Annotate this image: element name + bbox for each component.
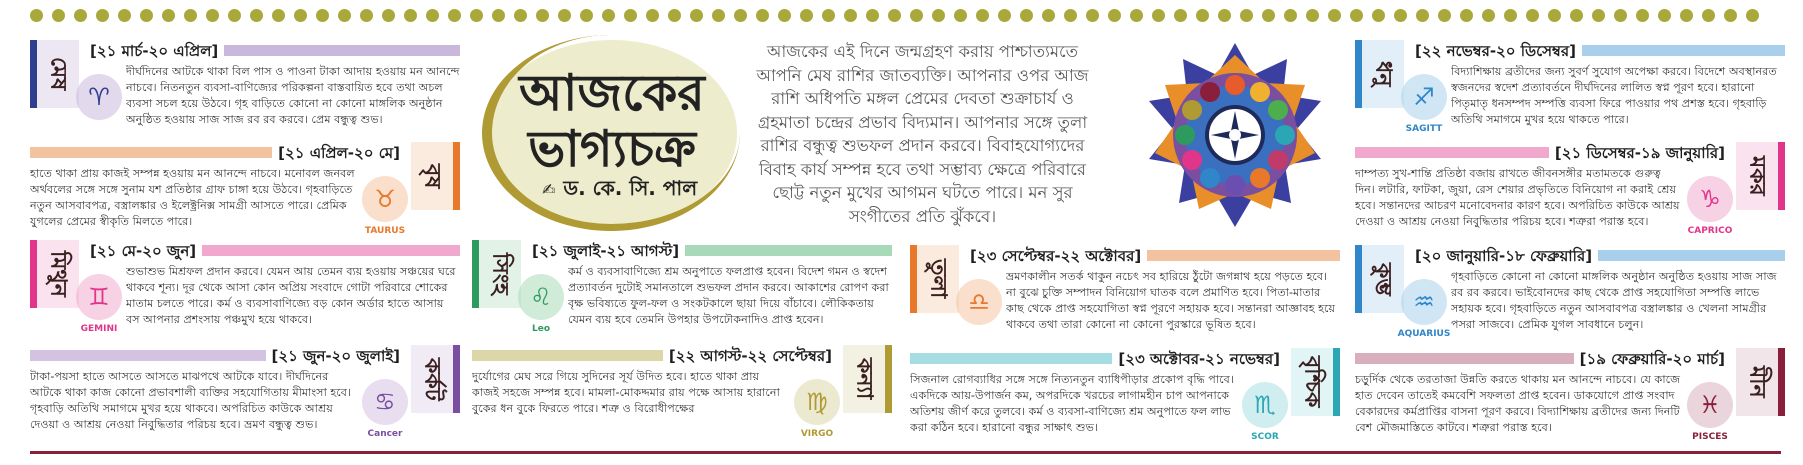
emblem-label: AQUARIUS	[1397, 329, 1451, 339]
scorpion-icon: ♏ SCOR	[1242, 382, 1288, 428]
border-dot	[690, 9, 703, 22]
border-dot	[866, 9, 879, 22]
sign-name: কন্যা	[843, 345, 892, 413]
border-dot	[1306, 9, 1319, 22]
border-dot	[338, 9, 351, 22]
border-dot	[712, 9, 725, 22]
scales-icon: ♎	[956, 279, 1002, 325]
emblem-label: Leo	[531, 324, 551, 334]
emblem-label: VIRGO	[800, 429, 834, 439]
border-dot	[1658, 9, 1671, 22]
emblem-label: CAPRICO	[1687, 226, 1733, 236]
border-dot	[976, 9, 989, 22]
zodiac-wheel-icon	[1140, 40, 1330, 230]
bottom-rule	[30, 451, 1781, 454]
border-dot	[998, 9, 1011, 22]
sign-dates: [২২ নভেম্বর-২০ ডিসেম্বর]	[1409, 40, 1582, 65]
border-dot	[1592, 9, 1605, 22]
border-dot	[360, 9, 373, 22]
border-dot	[1284, 9, 1297, 22]
emblem-label: SAGITT	[1405, 124, 1443, 134]
twins-icon: ♊ GEMINI	[76, 274, 122, 320]
border-dot	[228, 9, 241, 22]
border-dot	[1702, 9, 1715, 22]
sign-dates: [২১ জুলাই-২১ আগস্ট]	[526, 240, 685, 265]
sign-name: কুম্ভ	[1355, 245, 1404, 313]
border-dot	[470, 9, 483, 22]
sign-karkat	[30, 345, 460, 445]
title-block	[487, 40, 737, 226]
forecast-text: দুর্যোগের মেঘ সরে গিয়ে সুদিনের সূর্য উদিত হবে। হাতে থাকা প্রায় কাজই সহজে সম্পন্ন হবে। মামলা-মোকদ্দমার রায় পক্ষে আসায় হারানো বুকের ধন বুকে ফিরতে পারে। শত্রু ও বিরোধীপক্ষের	[472, 370, 780, 415]
sign-dates: [২১ জুন-২০ জুলাই]	[266, 345, 407, 370]
sign-kumbha	[1355, 245, 1785, 345]
emblem-label: SCOR	[1251, 432, 1279, 442]
sign-dates: [২১ মার্চ-২০ এপ্রিল]	[84, 40, 224, 65]
sign-name: বৃষ	[411, 142, 460, 210]
sign-name: মিথুন	[30, 240, 79, 308]
forecast-text: গৃহবাড়িতে কোনো না কোনো মাঙ্গলিক অনুষ্ঠান অনুষ্ঠিত হওয়ায় সাজ সাজ রব রব করবে। ভাইবোনদের কাছ থেকে প্রাপ্ত সহযোগিতা সম্পত্তি লাভে সহায়ক হবে। গৃহবাড়িতে নতুন আসবাবপত্র বস্ত্রালঙ্কার ও খেলনা সামগ্রীর পসরা সাজবে। প্রেমিক যুগল সাবধানে চলুন।	[1451, 270, 1777, 331]
fish-icon: ♓ PISCES	[1687, 382, 1733, 428]
border-dot	[1394, 9, 1407, 22]
border-dot	[404, 9, 417, 22]
sign-name: মেষ	[30, 40, 79, 108]
bull-icon: ♉ TAURUS	[362, 176, 408, 222]
border-dot	[558, 9, 571, 22]
border-dot	[756, 9, 769, 22]
forecast-text: হাতে থাকা প্রায় কাজই সম্পন্ন হওয়ায় মন আনন্দে নাচবে। মনোবল জনবল অর্থবলের সঙ্গে সঙ্গে সুনাম যশ প্রতিষ্ঠার গ্রাফ চাঙ্গা হয়ে উঠবে। গৃহবাড়িতে নতুন আসবাবপত্র, বস্ত্রালঙ্কার ও ইলেক্ট্রনিক্স সামগ্রী আসতে পারে। প্রেমিক যুগলের প্রেমের স্বীকৃতি মিলতে পারে।	[30, 167, 355, 228]
emblem-label: GEMINI	[80, 324, 118, 334]
border-dot	[96, 9, 109, 22]
border-dot	[1240, 9, 1253, 22]
border-dot	[668, 9, 681, 22]
border-dot	[1724, 9, 1737, 22]
border-dot	[1130, 9, 1143, 22]
sign-mithun	[30, 240, 460, 340]
border-dot	[382, 9, 395, 22]
maiden-icon: ♍ VIRGO	[794, 379, 840, 425]
goat-icon: ♑ CAPRICO	[1687, 176, 1733, 222]
border-dot	[1438, 9, 1451, 22]
border-dot	[1108, 9, 1121, 22]
border-dot	[1372, 9, 1385, 22]
border-dot	[1614, 9, 1627, 22]
sign-name: কর্কট	[411, 345, 460, 413]
border-dot	[602, 9, 615, 22]
emblem-label: TAURUS	[364, 226, 406, 236]
border-dot	[514, 9, 527, 22]
sign-meen	[1355, 348, 1785, 448]
sign-brish	[30, 142, 460, 242]
sign-kanya	[472, 345, 892, 445]
border-dot	[162, 9, 175, 22]
border-dot	[250, 9, 263, 22]
sign-brishchik	[910, 348, 1340, 448]
border-dot	[822, 9, 835, 22]
sign-dates: [২৩ সেপ্টেম্বর-২২ অক্টোবর]	[964, 245, 1147, 270]
sign-dates: [১৯ ফেব্রুয়ারি-২০ মার্চ]	[1574, 348, 1731, 373]
page-title-line2: ভাগ্যচক্র	[528, 119, 696, 178]
border-dot	[272, 9, 285, 22]
sign-dates: [২১ ডিসেম্বর-১৯ জানুয়ারি]	[1549, 142, 1731, 167]
author-byline	[542, 174, 697, 207]
border-dot	[1460, 9, 1473, 22]
sign-makar	[1355, 142, 1785, 242]
dotted-border-top	[30, 9, 1780, 23]
border-dot	[184, 9, 197, 22]
archer-icon: ♐ SAGITT	[1401, 74, 1447, 120]
sign-dates: [২৩ অক্টোবর-২১ নভেম্বর]	[1112, 348, 1286, 373]
border-dot	[1416, 9, 1429, 22]
forecast-text: টাকা-পয়সা হাতে আসতে আসতে মাঝপথে আটকে যাবে। দীর্ঘদিনের আটকে থাকা কাজ কোনো প্রভাবশালী ব্যক্তির সহযোগিতায় মীমাংসা হবে। গৃহবাড়ি অতিথি সমাগমে মুখর হয়ে থাকবে। অপরিচিত কাউকে আশ্রয় দেওয়া ও আশ্রয় নেওয়া নিবুদ্ধিতার পরিচয় হবে। ভ্রমণ বন্ধুত্ব শুভ।	[30, 370, 351, 431]
border-dot	[1152, 9, 1165, 22]
border-dot	[140, 9, 153, 22]
sign-name: মীন	[1736, 348, 1785, 416]
border-dot	[910, 9, 923, 22]
border-dot	[734, 9, 747, 22]
border-dot	[1482, 9, 1495, 22]
emblem-label: Cancer	[367, 429, 403, 439]
border-dot	[206, 9, 219, 22]
sign-name: ধনু	[1355, 40, 1404, 108]
border-dot	[844, 9, 857, 22]
border-dot	[492, 9, 505, 22]
border-dot	[1262, 9, 1275, 22]
sign-dhanu	[1355, 40, 1785, 140]
border-dot	[646, 9, 659, 22]
forecast-text: দাম্পত্য সুখ-শান্তি প্রতিষ্ঠা বজায় রাখতে জীবনসঙ্গীর মতামতকে গুরুত্ব দিন। লটারি, ফাটকা, জুয়া, রেস শেয়ার প্রভৃতিতে বিনিয়োগ না করাই শ্রেয় হবে। সন্তানদের আচরণ মনোবেদনার কারণ হবে। অপরিচিত কাউকে আশ্রয় দেওয়া ও আশ্রয় নেওয়া নিবুদ্ধিতার পরিচয় হবে। শত্রুরা পরাস্ত হবে।	[1355, 167, 1680, 228]
intro-paragraph: আজকের এই দিনে জন্মগ্রহণ করায় পাশ্চাত্যমতে আপনি মেষ রাশির জাতব্যক্তি। আপনার ওপর আজ রাশি অধিপতি মঙ্গল প্রেমের দেবতা শুক্রাচার্য ও গ্রহমাতা চন্দ্রের প্রভাব বিদ্যমান। আপনার সঙ্গে তুলা রাশির বন্ধুত্ব শুভফল প্রদান করবে। বিবাহযোগ্যদের বিবাহ কার্য সম্পন্ন হবে তথা সম্ভাব্য ক্ষেত্রে পরিবারে ছোট্ট নতুন মুখের আগমন ঘটতে পারে। মন সুর সংগীতের প্রতি ঝুঁকবে।	[756, 42, 1089, 226]
border-dot	[1020, 9, 1033, 22]
lion-icon: ♌ Leo	[518, 274, 564, 320]
border-dot	[1746, 9, 1759, 22]
sign-singha	[472, 240, 892, 340]
border-dot	[932, 9, 945, 22]
border-dot	[1680, 9, 1693, 22]
sign-name: তুলা	[910, 245, 959, 313]
author-name: ড. কে. সি. পাল	[563, 176, 698, 200]
border-dot	[954, 9, 967, 22]
sign-mesh	[30, 40, 460, 140]
forecast-text: কর্ম ও ব্যবসাবাণিজ্যে শ্রম অনুপাতে ফলপ্রাপ্ত হবেন। বিদেশ গমন ও স্বদেশ প্রত্যাবর্তন দুটোই সমানতালে শুভফল প্রদান করবে। আকাশের রোপণ করা বৃক্ষ ভবিষ্যতে ফুল-ফল ও সংকটকালে ছায়া দিয়ে বাঁচাবে। লৌকিকতায় যেমন ব্যয় হবে তেমনি উপহার উপঢৌকনাদিও প্রাপ্ত হবেন।	[568, 265, 889, 326]
sign-dates: [২১ মে-২০ জুন]	[84, 240, 202, 265]
border-dot	[1636, 9, 1649, 22]
border-dot	[624, 9, 637, 22]
border-dot	[316, 9, 329, 22]
border-dot	[294, 9, 307, 22]
border-dot	[30, 9, 43, 22]
ram-icon: ♈	[76, 74, 122, 120]
sign-name: মকর	[1736, 142, 1785, 210]
border-dot	[778, 9, 791, 22]
forecast-text: দীর্ঘদিনের আটকে থাকা বিল পাস ও পাওনা টাকা আদায় হওয়ায় মন আনন্দে নাচবে। নিতনতুন ব্যবসা-বাণিজ্যের পরিকল্পনা বাস্তবায়িত হবে তথা অচল ব্যবসা সচল হয়ে উঠবে। গৃহ বাড়িতে কোনো না কোনো মাঙ্গলিক অনুষ্ঠান অনুষ্ঠিত হওয়ায় সাজ সাজ রব রব করবে। প্রেম বন্ধুত্ব শুভ।	[126, 65, 460, 126]
forecast-text: শুভাশুভ মিশ্রফল প্রদান করবে। যেমন আয় তেমন ব্যয় হওয়ায় সঞ্চয়ের ঘরে থাকবে শূন্য। দূর থেকে আসা কোন অপ্রিয় সংবাদে গোটা পরিবারে শোকের মাতাম চলতে পারে। কর্ম ও ব্যবসাবাণিজ্যে বড় কোন অর্ডার হাতে আসায় বস আপনার প্রশংসায় পঞ্চমুখ হয়ে থাকবে।	[126, 265, 456, 326]
border-dot	[52, 9, 65, 22]
border-dot	[888, 9, 901, 22]
sign-name: সিংহ	[472, 240, 521, 308]
page-title-line1: আজকের	[519, 63, 705, 122]
border-dot	[800, 9, 813, 22]
border-dot	[1328, 9, 1341, 22]
water-bearer-icon: ♒ AQUARIUS	[1401, 279, 1447, 325]
border-dot	[536, 9, 549, 22]
forecast-text: সিজনাল রোগব্যাধির সঙ্গে সঙ্গে নিত্যনতুন ব্যাধিপীড়ার প্রকোপ বৃদ্ধি পাবে। একদিকে আয়-উপার্জন কম, অপরদিকে খরচের লাগামহীন চাপ আপনাকে অতিশয় জীর্ণ করে তুলবে। কর্ম ও ব্যবসা-বাণিজ্যে শ্রম অনুপাতে ফল লাভ করা কঠিন হবে। হারানো বন্ধুর সাক্ষাৎ শুভ।	[910, 373, 1234, 434]
border-dot	[1174, 9, 1187, 22]
sign-dates: [২২ আগস্ট-২২ সেপ্টেম্বর]	[663, 345, 838, 370]
sign-dates: [২০ জানুয়ারি-১৮ ফেব্রুয়ারি]	[1409, 245, 1598, 270]
border-dot	[1350, 9, 1363, 22]
border-dot	[1504, 9, 1517, 22]
border-dot	[1526, 9, 1539, 22]
border-dot	[1086, 9, 1099, 22]
forecast-text: বিদ্যাশিক্ষায় ব্রতীদের জন্য সুবর্ণ সুযোগ অপেক্ষা করবে। বিদেশে অবস্থানরত স্বজনদের স্বদেশ প্রত্যাবর্তনে দীর্ঘদিনের লালিত স্বপ্ন পূরণ হবে। হারানো পিতৃমাতৃ ধনসম্পদ সম্পত্তি ব্যবসা ফিরে পাওয়ার পথ প্রশস্ত হবে। গৃহবাড়ি অতিথি সমাগমে মুখর হয়ে থাকতে পারে।	[1451, 65, 1777, 126]
border-dot	[426, 9, 439, 22]
border-dot	[74, 9, 87, 22]
pen-icon: ✍	[542, 180, 556, 199]
border-dot	[118, 9, 131, 22]
crab-icon: ♋ Cancer	[362, 379, 408, 425]
forecast-text: ভ্রমণকালীন সতর্ক থাকুন নচেৎ সব হারিয়ে ঠুঁটো জগন্নাথ হয়ে পড়তে হবে। না বুঝে চুক্তি সম্পাদন বিনিয়োগ ঘাতক বলে প্রমাণিত হবে। পিতা-মাতার কাছ থেকে প্রাপ্ত সহযোগিতা স্বপ্ন পূরণে সহায়ক হবে। সন্তানরা আজ্ঞাবহ হয়ে থাকবে তথা তারা কোনো না কোনো পুরস্কারে ভূষিত হবে।	[1006, 270, 1336, 331]
sign-dates: [২১ এপ্রিল-২০ মে]	[272, 142, 406, 167]
sign-tula	[910, 245, 1340, 345]
border-dot	[1548, 9, 1561, 22]
border-dot	[448, 9, 461, 22]
border-dot	[1042, 9, 1055, 22]
forecast-text: চড়ুর্দিক থেকে তরতাজা উন্নতি করতে থাকায় মন আনন্দে নাচবে। যে কাজে হাত দেবেন তাতেই কমবেশি সফলতা প্রাপ্ত হবেন। ডাকযোগে প্রাপ্ত সংবাদ বেকারদের কর্মপ্রাপ্তির বাসনা পূরণ করবে। বিদ্যাশিক্ষায় ব্রতীদের জন্য দিনটি বেশ মৌজমাস্তিতে কাটবে। শত্রুরা পরাস্ত হবে।	[1355, 373, 1681, 434]
border-dot	[1570, 9, 1583, 22]
border-dot	[1218, 9, 1231, 22]
border-dot	[1196, 9, 1209, 22]
border-dot	[1064, 9, 1077, 22]
emblem-label: PISCES	[1692, 432, 1728, 442]
sign-name: বৃশ্চিক	[1291, 348, 1340, 416]
border-dot	[580, 9, 593, 22]
